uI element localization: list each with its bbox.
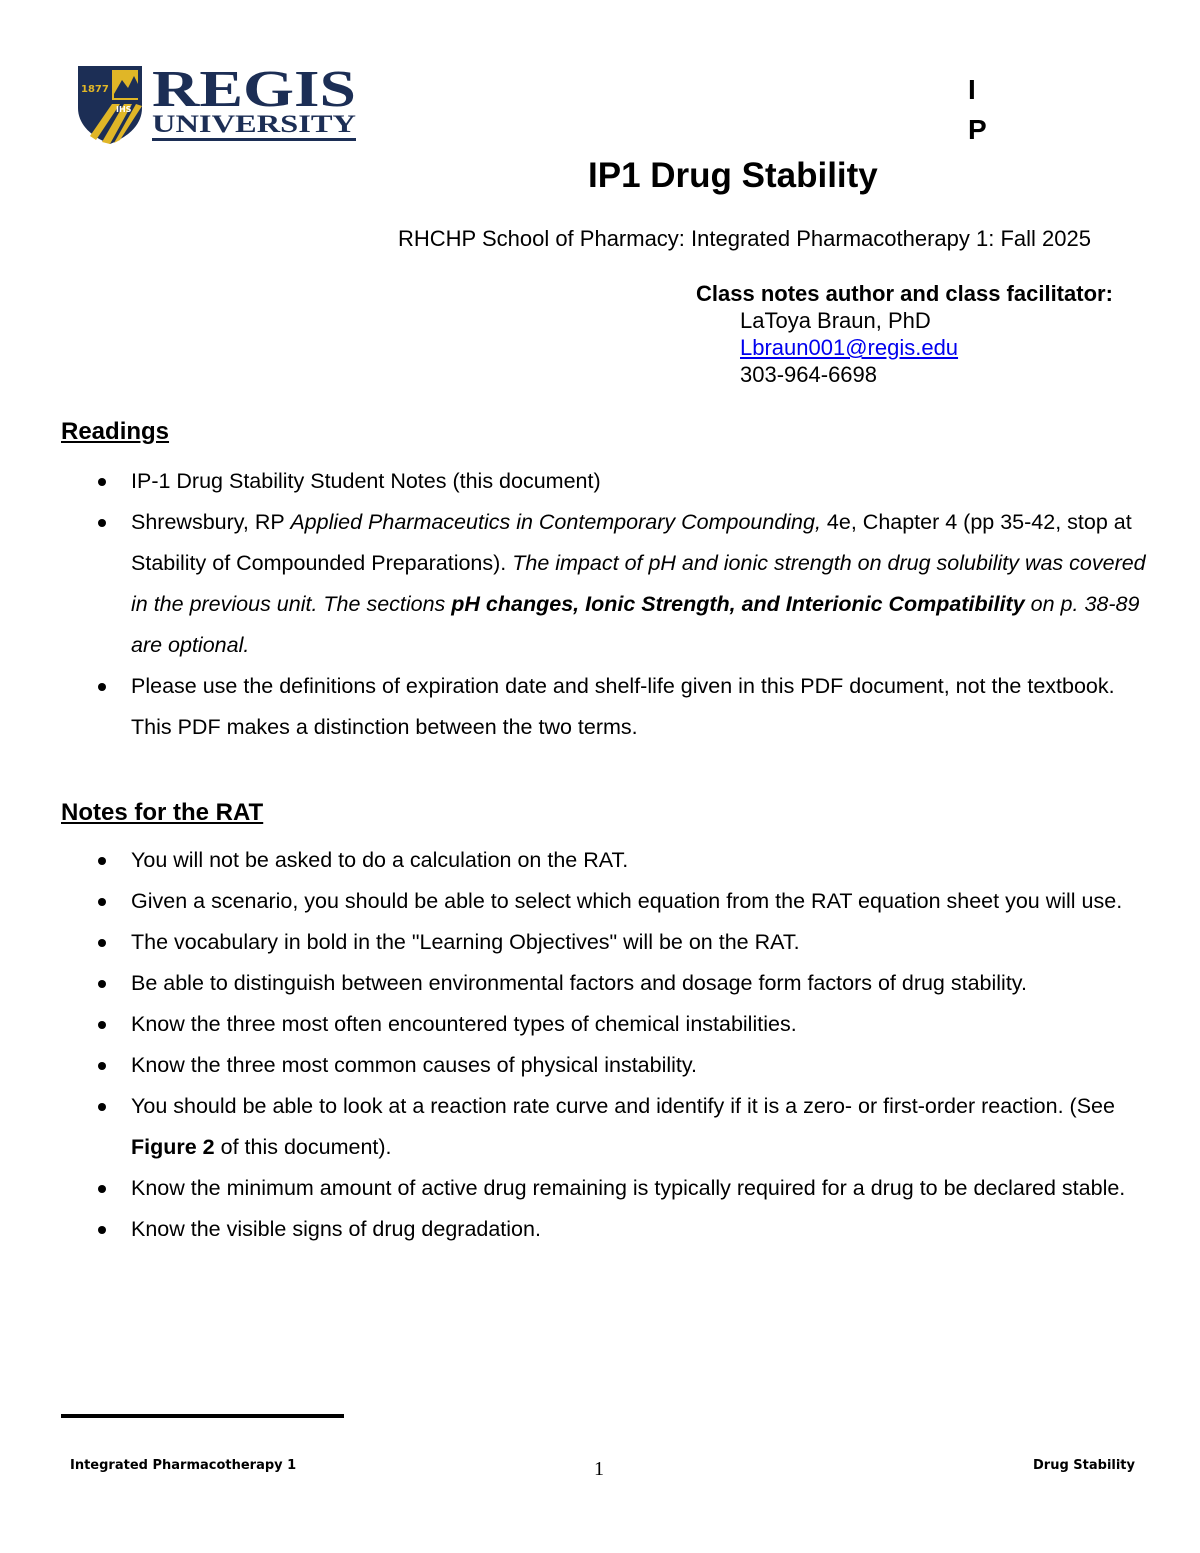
footer-topic: Drug Stability [1033, 1458, 1136, 1473]
readings-list [96, 461, 1156, 748]
author-name: LaToya Braun, PhD [740, 308, 931, 333]
rat-notes-heading: Notes for the RAT [61, 799, 264, 826]
corner-letters [968, 70, 987, 150]
list-item: Know the three most common causes of physical instability. [96, 1045, 1156, 1086]
readings-heading: Readings [61, 418, 170, 445]
list-item: You will not be asked to do a calculation on the RAT. [96, 840, 1156, 881]
logo-name-line2: UNIVERSITY [152, 111, 356, 138]
author-email-link[interactable]: Lbraun001@regis.edu [740, 335, 959, 360]
footer-course: Integrated Pharmacotherapy 1 [70, 1458, 297, 1473]
logo-initials: IHS [116, 105, 132, 114]
corner-letter-p: P [968, 114, 987, 145]
list-item: IP-1 Drug Stability Student Notes (this document) [96, 461, 1156, 502]
corner-letter-i: I [968, 74, 976, 105]
rat-notes-list [96, 840, 1156, 1250]
regis-university-logo [76, 64, 366, 146]
author-block [696, 280, 1113, 388]
list-item: Given a scenario, you should be able to select which equation from the RAT equation sheet you will use. [96, 881, 1156, 922]
list-item: Know the minimum amount of active drug remaining is typically required for a drug to be declared stable. [96, 1168, 1156, 1209]
footer-page-number: 1 [594, 1458, 604, 1480]
author-phone: 303-964-6698 [740, 362, 878, 387]
author-heading: Class notes author and class facilitator: [696, 281, 1113, 306]
list-item: You should be able to look at a reaction rate curve and identify if it is a zero- or first-order reaction. (See Figure 2 of this document). [96, 1086, 1156, 1168]
logo-underline [152, 138, 356, 141]
list-item: The vocabulary in bold in the "Learning Objectives" will be on the RAT. [96, 922, 1156, 963]
footnote-rule [61, 1414, 344, 1418]
list-item: Shrewsbury, RP Applied Pharmaceutics in Contemporary Compounding, 4e, Chapter 4 (pp 35-42, stop at Stability of Compounded Preparations). The impact of pH and ionic strength on drug solubility was covered in the previous unit. The sections pH changes, Ionic Strength, and Interionic Compatibility on p. 38-89 are optional. [96, 502, 1156, 666]
list-item: Be able to distinguish between environmental factors and dosage form factors of drug stability. [96, 963, 1156, 1004]
list-item: Please use the definitions of expiration date and shelf-life given in this PDF document, not the textbook. This PDF makes a distinction between the two terms. [96, 666, 1156, 748]
logo-name-line1: REGIS [152, 64, 356, 118]
document-title: IP1 Drug Stability [588, 156, 878, 195]
list-item: Know the three most often encountered types of chemical instabilities. [96, 1004, 1156, 1045]
logo-year: 1877 [81, 84, 109, 95]
course-subtitle: RHCHP School of Pharmacy: Integrated Pharmacotherapy 1: Fall 2025 [398, 226, 1091, 251]
list-item: Know the visible signs of drug degradation. [96, 1209, 1156, 1250]
